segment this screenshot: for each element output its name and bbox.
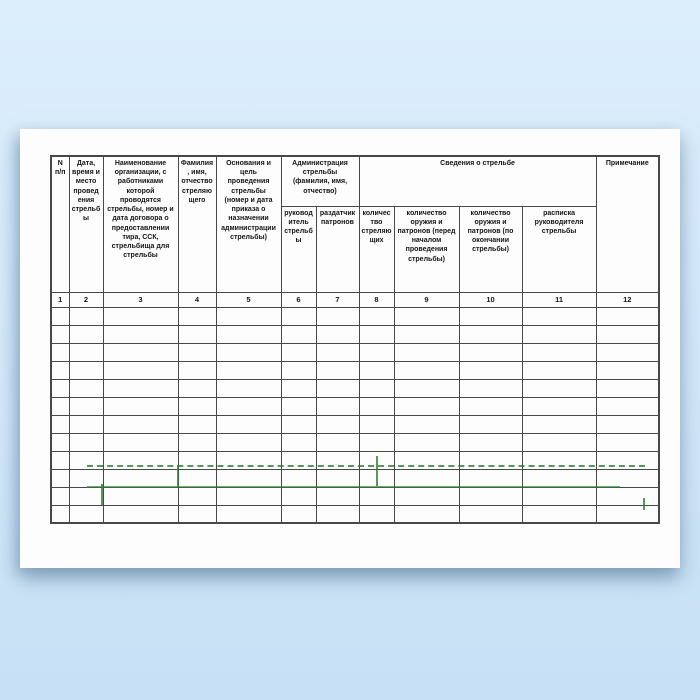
empty-cell xyxy=(69,307,103,325)
empty-cell xyxy=(103,325,178,343)
empty-cell xyxy=(178,451,216,469)
empty-cell xyxy=(51,469,69,487)
empty-cell xyxy=(522,487,596,505)
empty-cell xyxy=(522,469,596,487)
table-body xyxy=(51,307,659,523)
column-number: 11 xyxy=(522,292,596,307)
empty-cell xyxy=(359,487,394,505)
empty-cell xyxy=(69,361,103,379)
empty-cell xyxy=(522,433,596,451)
empty-cell xyxy=(459,379,522,397)
empty-cell xyxy=(51,415,69,433)
empty-cell xyxy=(103,307,178,325)
empty-cell xyxy=(394,343,459,361)
empty-cell xyxy=(596,505,659,523)
empty-cell xyxy=(69,379,103,397)
column-number: 3 xyxy=(103,292,178,307)
empty-cell xyxy=(281,487,316,505)
empty-cell xyxy=(596,469,659,487)
column-numbers-row xyxy=(51,292,659,307)
col-header-date-place: Дата, время и место проведения стрельбы xyxy=(69,156,103,292)
empty-cell xyxy=(178,415,216,433)
col-header-shooters-count: количество стреляющих xyxy=(359,206,394,292)
table-row xyxy=(51,379,659,397)
empty-cell xyxy=(459,361,522,379)
empty-cell xyxy=(522,307,596,325)
empty-cell xyxy=(316,361,359,379)
empty-cell xyxy=(281,361,316,379)
empty-cell xyxy=(103,433,178,451)
empty-cell xyxy=(281,343,316,361)
empty-cell xyxy=(459,487,522,505)
shooting-log-table xyxy=(50,155,660,524)
empty-cell xyxy=(522,379,596,397)
empty-cell xyxy=(281,469,316,487)
empty-cell xyxy=(69,505,103,523)
empty-cell xyxy=(459,505,522,523)
empty-cell xyxy=(394,415,459,433)
empty-cell xyxy=(51,433,69,451)
empty-cell xyxy=(178,361,216,379)
empty-cell xyxy=(394,361,459,379)
table-row xyxy=(51,361,659,379)
column-number: 2 xyxy=(69,292,103,307)
empty-cell xyxy=(596,307,659,325)
col-header-leader-signature: расписка руководителя стрельбы xyxy=(522,206,596,292)
empty-cell xyxy=(103,487,178,505)
col-header-num: N п/п xyxy=(51,156,69,292)
empty-cell xyxy=(51,505,69,523)
empty-cell xyxy=(316,487,359,505)
empty-cell xyxy=(394,469,459,487)
empty-cell xyxy=(51,361,69,379)
column-number: 9 xyxy=(394,292,459,307)
empty-cell xyxy=(459,397,522,415)
empty-cell xyxy=(394,487,459,505)
empty-cell xyxy=(522,325,596,343)
empty-cell xyxy=(216,397,281,415)
empty-cell xyxy=(316,415,359,433)
empty-cell xyxy=(51,325,69,343)
empty-cell xyxy=(359,469,394,487)
col-header-note: Примечание xyxy=(596,156,659,292)
column-number: 4 xyxy=(178,292,216,307)
empty-cell xyxy=(178,505,216,523)
empty-cell xyxy=(178,487,216,505)
empty-cell xyxy=(178,469,216,487)
empty-cell xyxy=(51,343,69,361)
empty-cell xyxy=(216,343,281,361)
empty-cell xyxy=(522,361,596,379)
empty-cell xyxy=(103,343,178,361)
empty-cell xyxy=(178,433,216,451)
empty-cell xyxy=(281,397,316,415)
empty-cell xyxy=(459,469,522,487)
empty-cell xyxy=(394,451,459,469)
empty-cell xyxy=(394,325,459,343)
empty-cell xyxy=(178,325,216,343)
document-sheet xyxy=(20,129,680,568)
empty-cell xyxy=(596,343,659,361)
header-row-top xyxy=(51,156,659,206)
empty-cell xyxy=(281,415,316,433)
empty-cell xyxy=(178,343,216,361)
empty-cell xyxy=(522,451,596,469)
empty-cell xyxy=(359,307,394,325)
column-number: 5 xyxy=(216,292,281,307)
group-header-administration: Администрация стрельбы (фамилия, имя, отчество) xyxy=(281,156,359,206)
empty-cell xyxy=(103,397,178,415)
empty-cell xyxy=(596,487,659,505)
empty-cell xyxy=(359,397,394,415)
empty-cell xyxy=(596,415,659,433)
empty-cell xyxy=(359,325,394,343)
table-row xyxy=(51,343,659,361)
empty-cell xyxy=(178,379,216,397)
empty-cell xyxy=(103,469,178,487)
col-header-shooting-leader: руководитель стрельбы xyxy=(281,206,316,292)
empty-cell xyxy=(281,379,316,397)
empty-cell xyxy=(359,379,394,397)
empty-cell xyxy=(596,325,659,343)
empty-cell xyxy=(69,433,103,451)
table-row xyxy=(51,433,659,451)
table-row xyxy=(51,505,659,523)
empty-cell xyxy=(281,307,316,325)
col-header-ammo-distributor: раздатчик патронов xyxy=(316,206,359,292)
col-header-grounds-purpose: Основания и цель проведения стрельбы (номер и дата приказа о назначении администрации стрельбы) xyxy=(216,156,281,292)
empty-cell xyxy=(359,433,394,451)
empty-cell xyxy=(459,343,522,361)
table-row xyxy=(51,487,659,505)
empty-cell xyxy=(51,397,69,415)
empty-cell xyxy=(216,433,281,451)
empty-cell xyxy=(69,487,103,505)
empty-cell xyxy=(316,469,359,487)
empty-cell xyxy=(216,505,281,523)
empty-cell xyxy=(103,361,178,379)
empty-cell xyxy=(281,505,316,523)
empty-cell xyxy=(316,397,359,415)
empty-cell xyxy=(103,415,178,433)
empty-cell xyxy=(359,505,394,523)
empty-cell xyxy=(596,361,659,379)
table-row xyxy=(51,397,659,415)
empty-cell xyxy=(459,433,522,451)
table-row xyxy=(51,469,659,487)
group-header-shooting-info: Сведения о стрельбе xyxy=(359,156,596,206)
empty-cell xyxy=(596,379,659,397)
empty-cell xyxy=(51,487,69,505)
column-number: 8 xyxy=(359,292,394,307)
column-number: 12 xyxy=(596,292,659,307)
column-number: 1 xyxy=(51,292,69,307)
empty-cell xyxy=(216,379,281,397)
empty-cell xyxy=(522,505,596,523)
empty-cell xyxy=(69,451,103,469)
empty-cell xyxy=(281,433,316,451)
empty-cell xyxy=(316,379,359,397)
empty-cell xyxy=(316,451,359,469)
empty-cell xyxy=(459,451,522,469)
empty-cell xyxy=(216,469,281,487)
empty-cell xyxy=(281,451,316,469)
col-header-organization: Наименование организации, с работниками которой проводятся стрельбы, номер и дата договора о предоставлении тира, ССК, стрельбища для стрельбы xyxy=(103,156,178,292)
empty-cell xyxy=(103,505,178,523)
table-row xyxy=(51,451,659,469)
empty-cell xyxy=(394,505,459,523)
empty-cell xyxy=(596,397,659,415)
empty-cell xyxy=(316,325,359,343)
empty-cell xyxy=(316,307,359,325)
empty-cell xyxy=(216,487,281,505)
empty-cell xyxy=(316,505,359,523)
empty-cell xyxy=(596,451,659,469)
empty-cell xyxy=(394,379,459,397)
empty-cell xyxy=(69,469,103,487)
empty-cell xyxy=(316,343,359,361)
empty-cell xyxy=(394,397,459,415)
empty-cell xyxy=(459,325,522,343)
empty-cell xyxy=(216,307,281,325)
empty-cell xyxy=(522,343,596,361)
empty-cell xyxy=(359,361,394,379)
empty-cell xyxy=(216,361,281,379)
empty-cell xyxy=(359,451,394,469)
col-header-shooter-name: Фамилия, имя, отчество стреляющего xyxy=(178,156,216,292)
empty-cell xyxy=(522,397,596,415)
empty-cell xyxy=(394,307,459,325)
empty-cell xyxy=(596,433,659,451)
table-row xyxy=(51,307,659,325)
empty-cell xyxy=(359,343,394,361)
empty-cell xyxy=(216,325,281,343)
empty-cell xyxy=(69,415,103,433)
empty-cell xyxy=(69,343,103,361)
column-number: 10 xyxy=(459,292,522,307)
empty-cell xyxy=(522,415,596,433)
empty-cell xyxy=(178,397,216,415)
column-number: 6 xyxy=(281,292,316,307)
col-header-weapons-after: количество оружия и патронов (по окончании стрельбы) xyxy=(459,206,522,292)
empty-cell xyxy=(51,379,69,397)
column-number: 7 xyxy=(316,292,359,307)
empty-cell xyxy=(359,415,394,433)
empty-cell xyxy=(216,415,281,433)
empty-cell xyxy=(316,433,359,451)
table-row xyxy=(51,325,659,343)
empty-cell xyxy=(216,451,281,469)
empty-cell xyxy=(394,433,459,451)
empty-cell xyxy=(51,307,69,325)
empty-cell xyxy=(281,325,316,343)
table-row xyxy=(51,415,659,433)
empty-cell xyxy=(103,379,178,397)
col-header-weapons-before: количество оружия и патронов (перед началом проведения стрельбы) xyxy=(394,206,459,292)
empty-cell xyxy=(459,415,522,433)
empty-cell xyxy=(51,451,69,469)
empty-cell xyxy=(69,397,103,415)
empty-cell xyxy=(103,451,178,469)
empty-cell xyxy=(69,325,103,343)
empty-cell xyxy=(459,307,522,325)
empty-cell xyxy=(178,307,216,325)
